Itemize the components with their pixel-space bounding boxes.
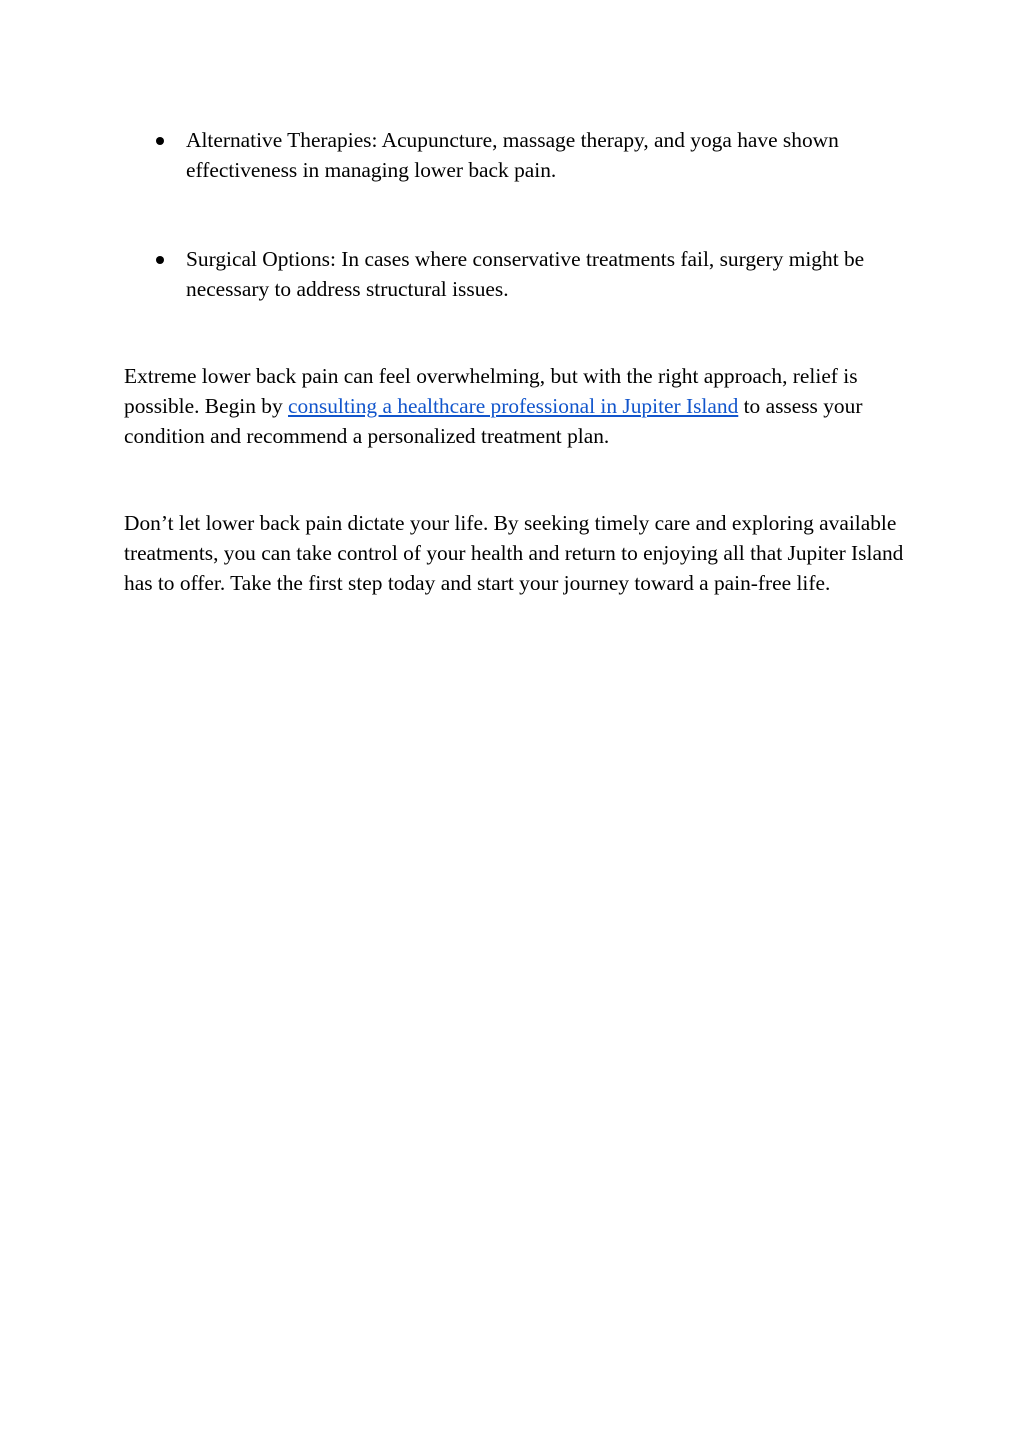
paragraph-closing: Don’t let lower back pain dictate your life. By seeking timely care and exploring available treatments, you can take control of your health and return to enjoying all that Jupiter Island has to offer. Take the first step today and start your journey toward a pain-free life. (124, 511, 904, 595)
list-item: Alternative Therapies: Acupuncture, massage therapy, and yoga have shown effectiveness in managing lower back pain. (186, 128, 839, 182)
paragraph-relief (124, 361, 914, 451)
list-item: Surgical Options: In cases where conservative treatments fail, surgery might be necessary to address structural issues. (186, 247, 865, 301)
paragraph-text: to assess your condition and recommend a personalized treatment plan. (124, 394, 863, 448)
bullet-icon (156, 256, 164, 264)
paragraph-text: Extreme lower back pain can feel overwhelming, but with the right approach, relief is possible. Begin by (124, 364, 858, 418)
bullet-icon (156, 137, 164, 145)
healthcare-professional-link[interactable]: consulting a healthcare professional in Jupiter Island (288, 394, 739, 418)
